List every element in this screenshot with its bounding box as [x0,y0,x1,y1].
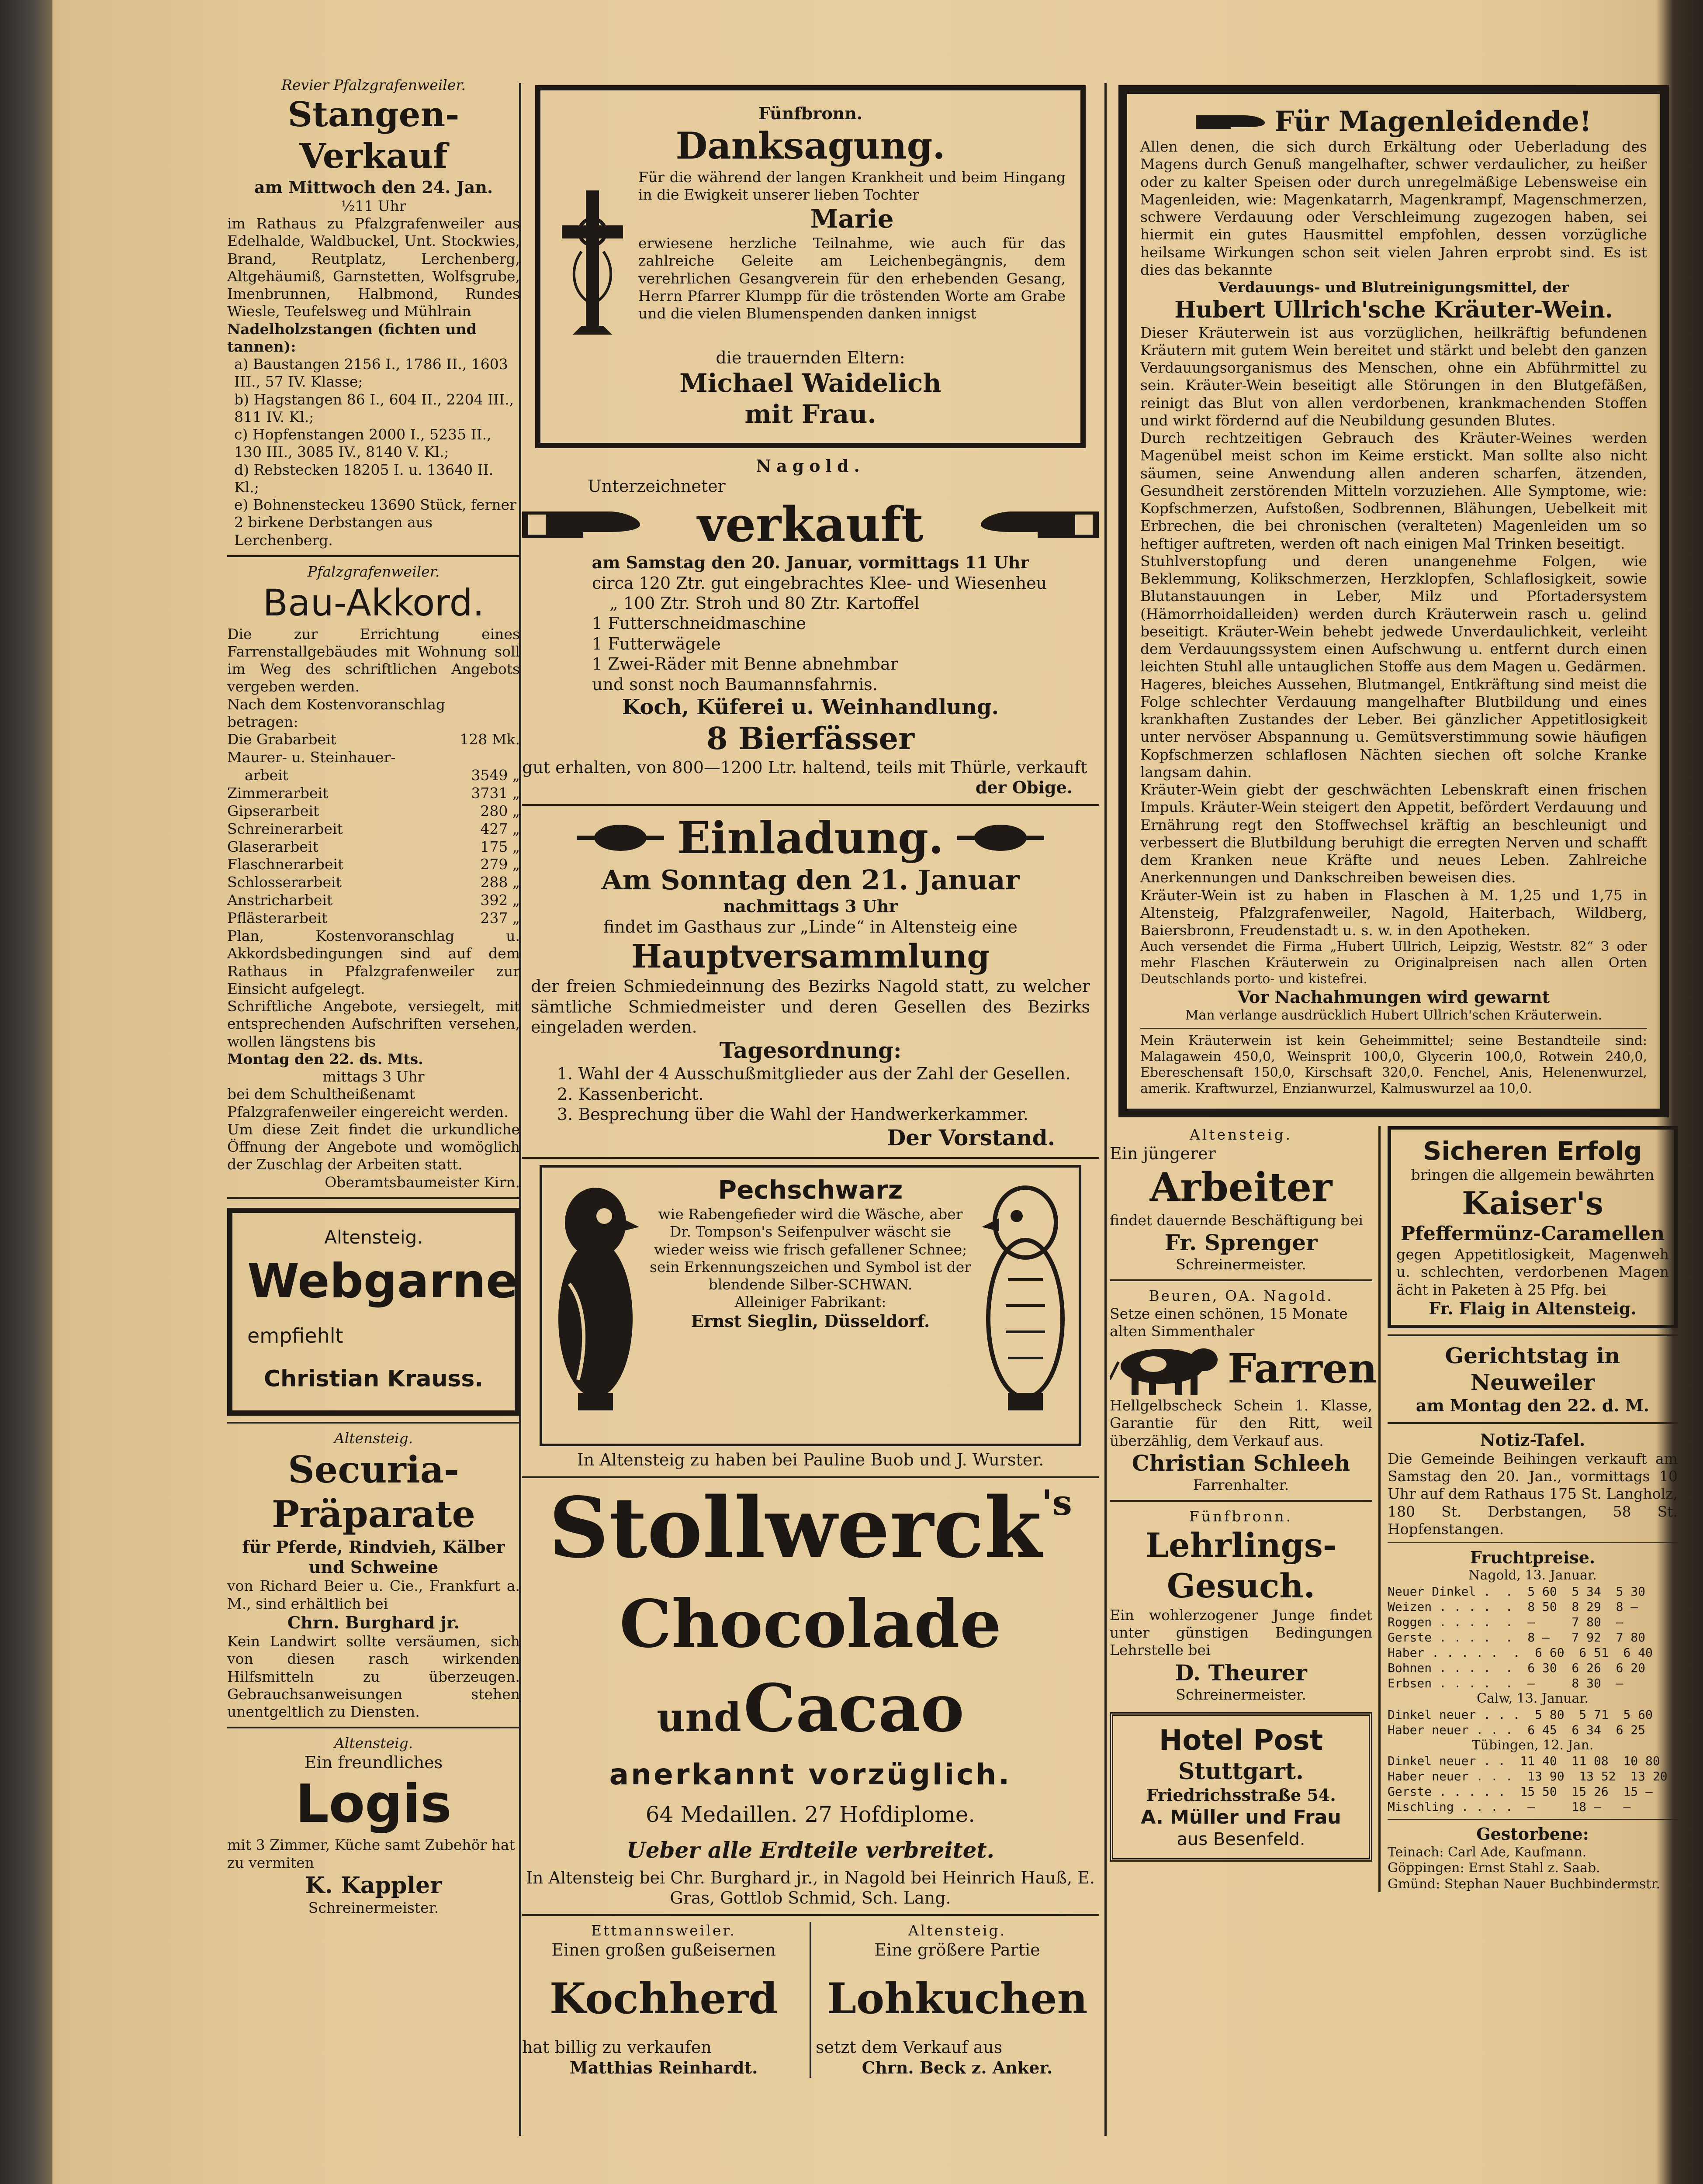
list-item: „ 100 Ztr. Stroh und 80 Ztr. Kartoffel [609,594,920,613]
ad-subtitle: Nadelholzstangen (fichten und tannen): [227,320,477,355]
column-left [227,76,520,2129]
ad-title: Sicheren Erfolg [1423,1136,1642,1166]
ad-body: Stuhlverstopfung und deren unangenehme Folgen, wie Beklemmung, Kolikschmerzen, Herzklopfen, Schlaflosigkeit, sowie Blutanstauungen in Leber, Milz und Pfortadersystem (Hämorrhoidalleiden) werden durch Kräuterwein rasch u. gelind beseitigt. Kräuter-Wein behebt jedwede Unverdaulichkeit, verleiht dem Verdauungssystem einen Aufschwung u. entfernt durch einen leichten Stuhl alle untauglichen Stoffe aus dem Magen u. Gedärmen. [1140,552,1647,675]
gestorbene [1388,1824,1678,1892]
ad-dealer: Fr. Flaig in Altensteig. [1429,1298,1637,1318]
ad-body: Hageres, bleiches Aussehen, Blutmangel, Entkräftung sind meist die Folge schlechter Verdauung mangelhafter Blutbildung und eines krankhaften Zustandes der Leber. Bei gänzlicher Appetitlosigkeit unter nervöser Abspannung u. Gemütsverstimmung sowie häufigen Kopfschmerzen schlaflosen Nächten siechen oft solche Kranke langsam dahin. [1140,675,1647,781]
table-row: Mischling . . . . — 18 — — [1388,1800,1631,1814]
pointing-hand-right-icon [1196,109,1266,135]
ad-origin: aus Besenfeld. [1177,1829,1305,1850]
table-row: Neuer Dinkel . . 5 60 5 34 5 30 [1388,1584,1646,1599]
ad-lohkuchen [811,1922,1099,2077]
raven-icon [552,1175,639,1437]
ad-title: Webgarne [247,1254,518,1309]
brand-name: Stollwerck [549,1479,1042,1576]
ad-city: Stuttgart. [1178,1758,1304,1785]
table-row: Die Grabarbeit 128 Mk. [227,731,520,748]
ad-title: Logis [295,1774,452,1835]
ad-stangen-verkauf [227,76,520,549]
ad-title: Kochherd [549,1974,778,2024]
divider [522,804,1099,806]
divider [1388,1422,1678,1424]
ad-signature: Christian Krauss. [263,1365,484,1392]
ad-title: Pechschwarz [718,1175,903,1205]
ad-title: 8 Bierfässer [706,720,914,757]
notice-body: Die Gemeinde Beihingen verkauft am Samstag den 20. Jan., vormittags 10 Uhr auf dem Rathaus 175 St. Langholz, 180 St. Derbstangen, 58 St. Hopfenstangen. [1388,1450,1678,1538]
ad-place: Altensteig. [334,1735,413,1752]
ad-body: Schriftliche Angebote, versiegelt, mit entsprechenden Aufschriften versehen, wollen längstens bis [227,998,520,1050]
ad-body: findet im Gasthaus zur „Linde“ in Altensteig eine [603,917,1018,936]
ad-einladung [522,812,1099,1151]
ad-signature: der Obige. [975,778,1073,798]
ad-body: Kein Landwirt sollte versäumen, sich von diesen rasch wirkenden Hilfsmitteln zu überzeugen. Gebrauchsanweisungen stehen unentgeltlich zu Diensten. [227,1633,520,1721]
divider [522,1914,1099,1916]
divider [1388,1334,1678,1336]
ad-warning: Man verlange ausdrücklich Hubert Ullrich'schen Kräuterwein. [1185,1007,1603,1023]
brand-name: Hubert Ullrich'sche Kräuter-Wein. [1174,297,1613,324]
ad-warning: Vor Nachahmungen wird gewarnt [1237,987,1550,1007]
ad-headline-row [531,812,1090,864]
ad-date: Am Sonntag den 21. Januar [601,864,1020,896]
ad-body: findet dauernde Beschäftigung bei [1110,1211,1364,1229]
ad-title: Gesuch. [1166,1566,1315,1606]
ad-title: Arbeiter [1149,1164,1333,1211]
notice-gerichtstag [1388,1342,1678,1416]
column-right [1110,85,1678,2138]
ad-title: Farren [1228,1345,1378,1393]
ad-headline-row [522,496,1099,553]
ad-signature: Matthias Reinhardt. [569,2057,758,2077]
ad-headline-row [1140,105,1647,138]
ad-body: bei dem Schultheißenamt Pfalzgrafenweiler eingereicht werden. [227,1085,509,1120]
ad-body: Nach dem Kostenvoranschlag betragen: [227,695,446,730]
brand-suffix: 's [1042,1482,1072,1523]
divider [227,555,520,557]
ad-content [555,169,1066,343]
ad-maker: Ernst Sieglin, Düsseldorf. [691,1311,930,1331]
list-item: 2. Kassenbericht. [557,1084,704,1104]
market-name: Calw, 13. Januar. [1477,1691,1589,1707]
ad-bau-akkord [227,563,520,1191]
list-item: Gmünd: Stephan Nauer Buchbindermstr. [1388,1876,1661,1892]
ad-body: bringen die allgemein bewährten [1411,1166,1655,1184]
ad-body: gut erhalten, von 800—1200 Ltr. haltend, teils mit Thürle, verkauft [522,757,1087,777]
list-item: und sonst noch Baumannsfahrnis. [592,674,878,694]
ad-body: Für die während der langen Krankheit und beim Hingang in die Ewigkeit unserer lieben Tochter [638,168,1066,204]
list-item: Teinach: Carl Ade, Kaufmann. [1388,1844,1587,1860]
ad-title: Securia- [288,1448,459,1491]
ad-claim: anerkannt vorzüglich. [609,1758,1012,1792]
divider [1388,1819,1678,1820]
ad-time: mittags 3 Uhr [322,1068,425,1085]
ad-signature: mit Frau. [744,399,876,429]
ad-body: Setze einen schönen, 15 Monate alten Simmenthaler [1110,1305,1348,1340]
column-right-left [1110,1126,1381,1893]
ad-owner: A. Müller und Frau [1141,1806,1341,1828]
market-name: Tübingen, 12. Jan. [1471,1737,1594,1753]
ad-signature: Der Vorstand. [886,1125,1055,1151]
ad-kochherd [522,1922,811,2077]
ad-address: Friedrichsstraße 54. [1146,1785,1336,1805]
ad-body: Ein wohlerzogener Junge findet unter günstigen Bedingungen Lehrstelle bei [1110,1606,1372,1659]
ad-title: Lehrlings- [1145,1526,1337,1565]
ad-arbeiter [1110,1126,1372,1274]
ad-dealer: Chrn. Burghard jr. [287,1612,460,1632]
brand-line [522,1479,1099,1576]
divider [227,1422,520,1424]
ad-role: Schreinermeister. [1176,1256,1306,1273]
divider [227,1197,520,1199]
table-row: Roggen . . . . . — 7 80 — [1388,1615,1623,1630]
ad-date: am Mittwoch den 24. Jan. [254,177,493,197]
list-item: Göppingen: Ernst Stahl z. Saab. [1388,1860,1600,1876]
ad-body: setzt dem Verkauf aus [816,2038,1003,2057]
list-item: 1 Zwei-Räder mit Benne abnehmbar [592,654,898,674]
ad-deadline: Montag den 22. ds. Mts. [227,1050,423,1068]
ad-body: Verdauungs- und Blutreinigungsmittel, der [1218,279,1569,296]
table-row: Weizen . . . . . 8 50 8 29 8 — [1388,1600,1638,1614]
ad-awards: 64 Medaillen. 27 Hofdiplome. [645,1801,976,1827]
ad-body: Ein freundliches [304,1752,443,1772]
table-row: Maurer- u. Steinhauer- [227,749,396,766]
ad-place: Altensteig. [908,1922,1007,1939]
ad-title: Präparate [272,1493,475,1536]
ad-body: Dieser Kräuterwein ist aus vorzüglichen, heilkräftig befundenen Kräutern mit gutem Wein bereitet und stärkt und belebt den ganzen Verdauungsorganismus des Menschen, ohne ein Abführmittel zu sein. Kräuter-Wein beseitigt alle Störungen in den Blutgefäßen, reinigt das Blut von allen verdorbenen, krankmachenden Stoffen und wirkt fördernd auf die Neubildung gesunden Blutes. [1140,324,1647,429]
divider [1110,1500,1372,1502]
cost-table [227,731,520,927]
ad-title: Hotel Post [1159,1724,1323,1757]
ads-split [1110,1126,1678,1893]
list-item: 1 Futterschneidmaschine [592,614,807,633]
ad-verkauft [522,456,1099,798]
ad-signature: Oberamtsbaumeister Kirn. [325,1173,520,1191]
ad-body: Durch rechtzeitigen Gebrauch des Kräuter-Weines werden Magenübel meist schon im Keime erstickt. Man sollte also nicht säumen, seine Anwendung allen anderen scharfen, ätzenden, Gesundheit zerstörenden Mitteln vorzuziehen. Alle Symptome, wie: Kopfschmerzen, Aufstoßen, Sodbrennen, Blähungen, Uebelkeit mit Erbrechen, die bei chronischen (veralteten) Magenleiden um so heftiger auftreten, werden oft nach einigen Mal Trinken beseitigt. [1140,429,1647,552]
ad-body: Alleiniger Fabrikant: [734,1293,886,1311]
ads-bottom-row [522,1922,1099,2077]
ad-body: die trauernden Eltern: [716,348,905,367]
ad-signature: D. Theurer [1175,1659,1307,1686]
divider [1110,1279,1372,1281]
ad-signature: Chrn. Beck z. Anker. [862,2057,1053,2077]
table-row: Haber neuer . . . 6 45 6 34 6 25 [1388,1722,1646,1737]
notice-date: am Montag den 22. d. M. [1416,1396,1650,1416]
ad-signature: Michael Waidelich [679,368,941,398]
ad-place: Altensteig. [1189,1126,1293,1143]
ad-body: Die zur Errichtung eines Farrenstallgebäudes mit Wohnung soll im Weg des schriftlichen Angebots vergeben werden. [227,625,520,695]
ad-body: wie Rabengefieder wird die Wäsche, aber Dr. Tompson's Seifenpulver wäscht sie wieder weiss wie frisch gefallener Schnee; sein Erkennungszeichen und Symbol ist der blendende Silber-SCHWAN. [649,1206,972,1293]
section-title: Fruchtpreise. [1470,1548,1596,1568]
list-item: 1. Wahl der 4 Ausschußmitglieder aus der Zahl der Gesellen. [557,1064,1071,1084]
list-item: 1 Futterwägele [592,634,721,653]
ad-recipe: Mein Kräuterwein ist kein Geheimmittel; seine Bestandteile sind: Malagawein 450,0, Weinsprit 100,0, Glycerin 100,0, Rotwein 240,0, Ebereschensaft 150,0, Kirschsaft 320,0. Fenchel, Anis, Helenenwurzel, amerik. Kraftwurzel, Enzianwurzel, Kalmuswurzel aa 10,0. [1140,1033,1647,1096]
column-rule-2 [1104,83,1107,2136]
list-item: e) Bohnensteckeu 13690 Stück, ferner 2 birkene Derbstangen aus Lerchenberg. [234,496,516,549]
ad-title: Stangen-Verkauf [287,95,460,176]
ad-farren [1110,1287,1378,1494]
ad-role: Schreinermeister. [308,1899,439,1917]
table-row: Erbsen . . . . . — 8 30 — [1388,1676,1623,1691]
book-binding [0,0,52,2184]
ad-body: Ein jüngerer [1110,1144,1216,1163]
ad-body: von Richard Beier u. Cie., Frankfurt a. M., sind erhältlich bei [227,1577,520,1612]
brand-name: Kaiser's [1462,1184,1603,1222]
column-middle [522,85,1099,2138]
table-row: Schlosserarbeit 288 „ [227,874,520,891]
ad-subtitle: für Pferde, Rindvieh, Kälber und Schweine [242,1537,505,1577]
product-and: und [656,1694,741,1741]
table-row: Zimmerarbeit 3731 „ [227,784,520,802]
ad-body: erwiesene herzliche Teilnahme, wie auch für das zahlreiche Geleite am Leichenbegängnis, dem verehrlichen Gesangverein für den erhebenden Gesang, Herrn Pfarrer Klumpp für die tröstenden Worte am Grabe und die vielen Blumenspenden danken innigst [638,235,1066,322]
section-title: Gestorbene: [1476,1824,1589,1844]
cross-icon [555,169,638,343]
divider [227,1727,520,1728]
ad-body: hat billig zu verkaufen [522,2038,712,2057]
notice-title: Notiz-Tafel. [1480,1430,1585,1450]
bull-icon [1110,1340,1223,1397]
ad-place: Revier Pfalzgrafenweiler. [281,76,466,93]
ad-title: Danksagung. [675,124,945,168]
ad-time: nachmittags 3 Uhr [723,896,898,916]
ad-webgarne [227,1208,520,1416]
notice-tafel [1388,1430,1678,1538]
ad-place: Fünfbronn. [758,104,863,123]
ad-place: Beuren, OA. Nagold. [1149,1287,1333,1305]
agenda-title: Tagesordnung: [719,1037,902,1064]
ad-magenleidende [1118,85,1669,1117]
ad-title: Einladung. [677,812,944,864]
ad-danksagung [535,85,1086,448]
table-row: Anstricharbeit 392 „ [227,892,520,909]
list-item: a) Baustangen 2156 I., 1786 II., 1603 III., 57 IV. Klasse; [234,356,508,390]
ad-stollwerck [522,1479,1099,1908]
ad-place: Pfalzgrafenweiler. [307,563,440,580]
ad-body: der freien Schmiedeinnung des Bezirks Nagold statt, zu welcher sämtliche Schmiedmeister und deren Gesellen des Bezirks eingeladen werden. [531,977,1090,1037]
ad-body: Unterzeichneter [588,477,726,496]
table-row: Gerste . . . . . 15 50 15 26 15 — [1388,1784,1653,1799]
ad-body: Auch versendet die Firma „Hubert Ullrich, Leipzig, Weststr. 82“ 3 oder mehr Flaschen Kräuterwein zu Originalpreisen nach allen Orten Deutschlands porto- und kistefrei. [1140,939,1647,987]
ad-hotel-post [1110,1712,1372,1862]
ad-kaiser [1388,1126,1678,1329]
ad-body: Um diese Zeit findet die urkundliche Öffnung der Angebote und womöglich der Zuschlag der Arbeiten statt. [227,1120,520,1173]
list-item: c) Hopfenstangen 2000 I., 5235 II., 130 III., 3085 IV., 8140 V. Kl.; [234,426,492,461]
ad-lehrling [1110,1508,1372,1704]
ad-body: Plan, Kostenvoranschlag u. Akkordsbedingungen sind auf dem Rathaus in Pfalzgrafenweiler zur Einsicht aufgelegt. [227,927,520,997]
ad-time: ½11 Uhr [341,197,406,214]
list-item: circa 120 Ztr. gut eingebrachtes Klee- und Wiesenheu [592,573,1047,593]
ad-body: mit 3 Zimmer, Küche samt Zubehör hat zu vermiten [227,1836,515,1871]
ad-body: im Rathaus zu Pfalzgrafenweiler aus Edelhalde, Waldbuckel, Unt. Stockwies, Brand, Reutplatz, Lerchenberg, Altgehäumiß, Garnstetten, Wolfsgrube, Imenbrunnen, Halbmond, Rundes Wiesle, Teufelsweg und Mühlrain [227,215,520,320]
ad-body: Hellgelbscheck Schein 1. Klasse, Garantie für den Ritt, weil überzählig, dem Verkauf aus. [1110,1397,1372,1449]
ad-frame [540,1165,1081,1446]
notice-title: Gerichtstag in Neuweiler [1445,1343,1620,1396]
ad-slogan: Ueber alle Erdteile verbreitet. [627,1837,994,1863]
ad-title: Bau-Akkord. [263,581,485,625]
product-name: Cacao [743,1670,965,1747]
divider [1388,1542,1678,1543]
ad-logis [227,1735,520,1917]
ad-signature: Fr. Sprenger [1164,1230,1318,1256]
deceased-name: Marie [810,204,894,234]
table-row: Haber . . . . . . 6 60 6 51 6 40 [1388,1645,1653,1660]
ad-event: Hauptversammlung [631,937,990,975]
pointing-hand-right-icon [522,501,644,549]
table-row: Dinkel neuer . . 11 40 11 08 10 80 [1388,1754,1660,1769]
swan-icon [982,1175,1069,1437]
table-row: Pflästerarbeit 237 „ [227,909,520,927]
table-row: Schreinerarbeit 427 „ [227,820,520,837]
fruchtpreise [1388,1548,1678,1814]
ad-role: Farrenhalter. [1193,1476,1289,1493]
table-row: Gerste . . . . . 8 — 7 92 7 80 [1388,1630,1646,1645]
ad-body: Eine größere Partie [874,1940,1040,1959]
divider [522,1157,1099,1159]
ad-body: Kräuter-Wein giebt der geschwächten Lebenskraft einen frischen Impuls. Kräuter-Wein steigert den Appetit, befördert Verdauung und Ernährung regt den Stoffwechsel kräftig an beschleunigt und verbessert die Blutbildung beruhigt die erregten Nerven und schafft dem Kranken neue Kräfte und neues Leben. Zahlreiche Anerkennungen und Dankschreiben beweisen dies. [1140,781,1647,886]
ad-date: am Samstag den 20. Januar, vormittags 11 Uhr [592,553,1029,573]
ad-dealer: In Altensteig zu haben bei Pauline Buob und J. Wurster. [577,1450,1044,1470]
ad-place: Altensteig. [334,1430,413,1447]
divider [1140,1028,1647,1029]
list-item: b) Hagstangen 86 I., 604 II., 2204 III., 811 IV. Kl.; [234,390,514,425]
ad-title: verkauft [697,496,924,553]
product-line [522,1669,1099,1749]
divider [522,1476,1099,1478]
ad-seller: Koch, Küferei u. Weinhandlung. [622,695,999,719]
product-name: Pfeffermünz-Caramellen [1400,1223,1665,1245]
table-row: Haber neuer . . . 13 90 13 52 13 20 [1388,1769,1668,1784]
ornament-right-icon [957,822,1044,853]
ornament-left-icon [577,822,664,853]
ad-title: Für Magenleidende! [1274,105,1592,138]
ad-signature: Christian Schleeh [1132,1450,1350,1476]
list-item: d) Rebstecken 18205 I. u. 13640 II. Kl.; [234,461,494,496]
ad-body: Kräuter-Wein ist zu haben in Flaschen à M. 1,25 und 1,75 in Altensteig, Pfalzgrafenweiler, Nagold, Haiterbach, Wildberg, Baiersbronn, Freudenstadt u. s. w. in den Apotheken. [1140,886,1647,939]
table-row: Dinkel neuer . . . 5 80 5 71 5 60 [1388,1707,1653,1722]
ad-role: Schreinermeister. [1176,1686,1306,1703]
list-item: 3. Besprechung über die Wahl der Handwerkerkammer. [557,1104,1028,1124]
ad-securia [227,1430,520,1721]
ad-place: Fünfbronn. [1189,1508,1293,1525]
table-row: Glaserarbeit 175 „ [227,838,520,855]
market-name: Nagold, 13. Januar. [1468,1568,1597,1583]
ad-body: gegen Appetitlosigkeit, Magenweh u. schlechten, verdorbenen Magen ächt in Paketen à 25 Pfg. bei [1396,1246,1669,1298]
pointing-hand-left-icon [976,501,1099,549]
table-row: Bohnen . . . . . 6 30 6 26 6 20 [1388,1661,1646,1676]
ad-title: Lohkuchen [827,1974,1088,2024]
ad-signature: K. Kappler [305,1872,442,1899]
ad-body: Allen denen, die sich durch Erkältung oder Ueberladung des Magens durch Genuß mangelhafter, schwer verdaulicher, zu heißer oder zu kalter Speisen oder durch unregelmäßige Lebensweise ein Magenleiden, wie: Magenkatarrh, Magenkrampf, Magenschmerzen, schwere Verdauung oder Verschleimung zugezogen haben, sei hiermit ein gutes Hausmittel empfohlen, dessen vorzügliche heilsame Wirkungen schon seit vielen Jahren erprobt sind. Es ist dies das bekannte [1140,138,1647,278]
ad-place: Nagold. [756,456,865,476]
ad-headline-row [1110,1340,1378,1397]
product-name: Chocolade [619,1586,1002,1663]
ad-body: empfiehlt [247,1324,343,1348]
ad-place: Altensteig. [324,1226,423,1248]
ad-body: Einen großen gußeisernen [551,1940,776,1959]
table-row: Gipserarbeit 280 „ [227,802,520,819]
ad-dealer: In Altensteig bei Chr. Burghard jr., in Nagold bei Heinrich Hauß, E. Gras, Gottlob Schmid, Sch. Lang. [526,1868,1095,1908]
column-right-right [1381,1126,1678,1893]
ad-place: Ettmannsweiler. [591,1922,737,1939]
table-row: Flaschnerarbeit 279 „ [227,856,520,873]
table-row: arbeit 3549 „ [245,766,520,784]
ad-pechschwarz [540,1165,1081,1470]
